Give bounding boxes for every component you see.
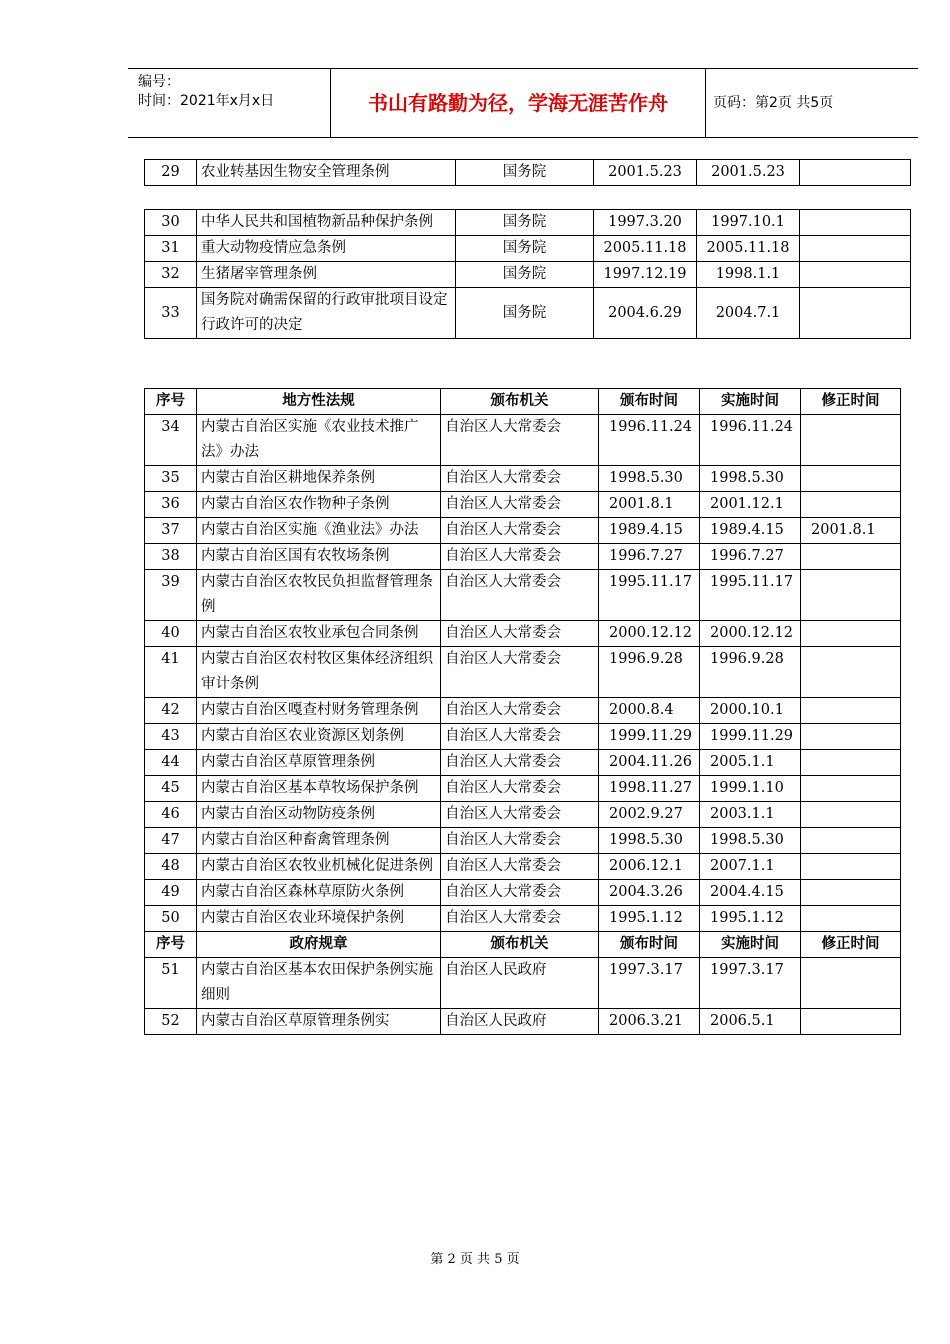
code-label: 编号： (138, 74, 180, 90)
issuing-authority: 自治区人大常委会 (441, 854, 599, 880)
effective-date: 2000.12.12 (700, 621, 801, 647)
issuing-authority: 自治区人大常委会 (441, 492, 599, 518)
law-name: 内蒙古自治区农作物种子条例 (197, 492, 441, 518)
revision-date (801, 698, 901, 724)
effective-date: 2000.10.1 (700, 698, 801, 724)
row-number: 33 (145, 288, 197, 339)
law-name: 生猪屠宰管理条例 (197, 262, 456, 288)
revision-date (800, 236, 911, 262)
row-number: 38 (145, 544, 197, 570)
issuing-authority: 自治区人大常委会 (441, 698, 599, 724)
revision-date (801, 1009, 901, 1035)
law-name: 中华人民共和国植物新品种保护条例 (197, 210, 456, 236)
law-name: 内蒙古自治区耕地保养条例 (197, 466, 441, 492)
table-row (145, 518, 901, 544)
row-number: 31 (145, 236, 197, 262)
time-label: 时间：2021年x月x日 (138, 93, 275, 109)
publish-date: 2000.12.12 (599, 621, 700, 647)
law-name: 内蒙古自治区农业环境保护条例 (197, 906, 441, 932)
issuing-authority: 国务院 (456, 236, 594, 262)
law-name: 内蒙古自治区动物防疫条例 (197, 802, 441, 828)
table-body (145, 389, 901, 1035)
revision-date (801, 958, 901, 1009)
revision-date (801, 802, 901, 828)
publish-date: 2004.3.26 (599, 880, 700, 906)
publish-date: 1996.9.28 (599, 647, 700, 698)
table-row (145, 880, 901, 906)
page-info: 页码：第2页 共5页 (713, 95, 834, 111)
row-number: 35 (145, 466, 197, 492)
effective-date: 1989.4.15 (700, 518, 801, 544)
effective-date: 2006.5.1 (700, 1009, 801, 1035)
revision-date (801, 906, 901, 932)
revision-date (801, 880, 901, 906)
revision-date (801, 854, 901, 880)
law-name: 内蒙古自治区草原管理条例 (197, 750, 441, 776)
issuing-authority: 自治区人大常委会 (441, 570, 599, 621)
revision-date (801, 544, 901, 570)
row-number: 41 (145, 647, 197, 698)
law-name: 内蒙古自治区实施《渔业法》办法 (197, 518, 441, 544)
page-footer: 第 2 页 共 5 页 (430, 1252, 520, 1267)
row-number: 49 (145, 880, 197, 906)
table-row (145, 621, 901, 647)
effective-date: 2001.12.1 (700, 492, 801, 518)
row-number: 30 (145, 210, 197, 236)
header-divider (705, 69, 706, 137)
column-header: 修正时间 (801, 389, 901, 415)
revision-date (800, 288, 911, 339)
state-council-table (144, 209, 911, 339)
table-row (145, 236, 911, 262)
row-number: 32 (145, 262, 197, 288)
effective-date: 2003.1.1 (700, 802, 801, 828)
column-header: 实施时间 (700, 389, 801, 415)
effective-date: 1999.1.10 (700, 776, 801, 802)
revision-date (801, 750, 901, 776)
issuing-authority: 自治区人大常委会 (441, 466, 599, 492)
effective-date: 2004.7.1 (697, 288, 800, 339)
column-header: 颁布机关 (441, 389, 599, 415)
issuing-authority: 自治区人大常委会 (441, 621, 599, 647)
table-body (145, 210, 911, 339)
law-name: 内蒙古自治区基本草牧场保护条例 (197, 776, 441, 802)
column-header: 序号 (145, 389, 197, 415)
revision-date (801, 647, 901, 698)
publish-date: 2006.3.21 (599, 1009, 700, 1035)
publish-date: 2004.11.26 (599, 750, 700, 776)
law-name: 内蒙古自治区农牧业承包合同条例 (197, 621, 441, 647)
local-regulation-table (144, 388, 901, 1035)
page-header (128, 68, 918, 138)
table-row (145, 210, 911, 236)
publish-date: 1997.12.19 (594, 262, 697, 288)
effective-date: 1998.5.30 (700, 466, 801, 492)
publish-date: 2001.5.23 (594, 160, 697, 186)
table-row (145, 466, 901, 492)
publish-date: 2002.9.27 (599, 802, 700, 828)
law-name: 内蒙古自治区种畜禽管理条例 (197, 828, 441, 854)
table-header-row (145, 932, 901, 958)
header-motto: 书山有路勤为径，学海无涯苦作舟 (368, 91, 668, 115)
row-number: 45 (145, 776, 197, 802)
row-number: 39 (145, 570, 197, 621)
issuing-authority: 自治区人大常委会 (441, 647, 599, 698)
table-row (145, 724, 901, 750)
law-name: 内蒙古自治区农牧民负担监督管理条例 (197, 570, 441, 621)
row-number: 36 (145, 492, 197, 518)
row-number: 42 (145, 698, 197, 724)
table-row (145, 570, 901, 621)
table-row (145, 828, 901, 854)
table-row (145, 802, 901, 828)
column-header: 颁布时间 (599, 932, 700, 958)
row-number: 29 (145, 160, 197, 186)
publish-date: 2006.12.1 (599, 854, 700, 880)
effective-date: 2004.4.15 (700, 880, 801, 906)
effective-date: 2007.1.1 (700, 854, 801, 880)
law-table-continued (144, 159, 911, 186)
column-header: 政府规章 (197, 932, 441, 958)
revision-date (801, 415, 901, 466)
publish-date: 2005.11.18 (594, 236, 697, 262)
publish-date: 1996.7.27 (599, 544, 700, 570)
column-header: 颁布时间 (599, 389, 700, 415)
issuing-authority: 自治区人大常委会 (441, 776, 599, 802)
law-name: 农业转基因生物安全管理条例 (197, 160, 456, 186)
table-header-row (145, 389, 901, 415)
table-row (145, 776, 901, 802)
publish-date: 1989.4.15 (599, 518, 700, 544)
revision-date (800, 210, 911, 236)
table-row (145, 288, 911, 339)
publish-date: 1997.3.20 (594, 210, 697, 236)
row-number: 46 (145, 802, 197, 828)
law-name: 重大动物疫情应急条例 (197, 236, 456, 262)
table-row (145, 750, 901, 776)
law-name: 内蒙古自治区嘎查村财务管理条例 (197, 698, 441, 724)
law-name: 内蒙古自治区农牧业机械化促进条例 (197, 854, 441, 880)
law-name: 内蒙古自治区实施《农业技术推广法》办法 (197, 415, 441, 466)
table-row (145, 854, 901, 880)
issuing-authority: 自治区人大常委会 (441, 880, 599, 906)
table-row (145, 492, 901, 518)
revision-date (801, 466, 901, 492)
table-row (145, 1009, 901, 1035)
publish-date: 2000.8.4 (599, 698, 700, 724)
table-row (145, 698, 901, 724)
issuing-authority: 国务院 (456, 210, 594, 236)
publish-date: 2004.6.29 (594, 288, 697, 339)
table-row (145, 544, 901, 570)
effective-date: 1998.5.30 (700, 828, 801, 854)
table-row (145, 647, 901, 698)
law-name: 内蒙古自治区森林草原防火条例 (197, 880, 441, 906)
issuing-authority: 自治区人大常委会 (441, 828, 599, 854)
effective-date: 1996.9.28 (700, 647, 801, 698)
issuing-authority: 国务院 (456, 160, 594, 186)
column-header: 地方性法规 (197, 389, 441, 415)
effective-date: 1997.10.1 (697, 210, 800, 236)
issuing-authority: 自治区人大常委会 (441, 906, 599, 932)
table-row (145, 262, 911, 288)
column-header: 修正时间 (801, 932, 901, 958)
issuing-authority: 自治区人大常委会 (441, 802, 599, 828)
publish-date: 1995.11.17 (599, 570, 700, 621)
law-name: 内蒙古自治区国有农牧场条例 (197, 544, 441, 570)
issuing-authority: 自治区人大常委会 (441, 544, 599, 570)
revision-date (801, 621, 901, 647)
law-name: 内蒙古自治区基本农田保护条例实施细则 (197, 958, 441, 1009)
row-number: 51 (145, 958, 197, 1009)
publish-date: 1996.11.24 (599, 415, 700, 466)
publish-date: 1998.5.30 (599, 828, 700, 854)
revision-date (801, 724, 901, 750)
row-number: 44 (145, 750, 197, 776)
publish-date: 1998.5.30 (599, 466, 700, 492)
row-number: 43 (145, 724, 197, 750)
revision-date (801, 828, 901, 854)
row-number: 40 (145, 621, 197, 647)
effective-date: 2005.11.18 (697, 236, 800, 262)
revision-date (800, 160, 911, 186)
revision-date (800, 262, 911, 288)
column-header: 颁布机关 (441, 932, 599, 958)
revision-date (801, 570, 901, 621)
publish-date: 2001.8.1 (599, 492, 700, 518)
effective-date: 1995.1.12 (700, 906, 801, 932)
publish-date: 1995.1.12 (599, 906, 700, 932)
revision-date: 2001.8.1 (801, 518, 901, 544)
publish-date: 1999.11.29 (599, 724, 700, 750)
effective-date: 1997.3.17 (700, 958, 801, 1009)
issuing-authority: 自治区人民政府 (441, 958, 599, 1009)
revision-date (801, 492, 901, 518)
header-meta (138, 73, 274, 111)
row-number: 50 (145, 906, 197, 932)
effective-date: 1999.11.29 (700, 724, 801, 750)
column-header: 实施时间 (700, 932, 801, 958)
issuing-authority: 自治区人大常委会 (441, 415, 599, 466)
row-number: 37 (145, 518, 197, 544)
publish-date: 1998.11.27 (599, 776, 700, 802)
effective-date: 1996.7.27 (700, 544, 801, 570)
row-number: 52 (145, 1009, 197, 1035)
revision-date (801, 776, 901, 802)
column-header: 序号 (145, 932, 197, 958)
issuing-authority: 国务院 (456, 262, 594, 288)
table-row (145, 415, 901, 466)
effective-date: 1996.11.24 (700, 415, 801, 466)
effective-date: 1995.11.17 (700, 570, 801, 621)
row-number: 34 (145, 415, 197, 466)
table-row (145, 160, 911, 186)
row-number: 48 (145, 854, 197, 880)
effective-date: 1998.1.1 (697, 262, 800, 288)
law-name: 内蒙古自治区农村牧区集体经济组织审计条例 (197, 647, 441, 698)
issuing-authority: 国务院 (456, 288, 594, 339)
table-row (145, 958, 901, 1009)
issuing-authority: 自治区人大常委会 (441, 750, 599, 776)
table-body (145, 160, 911, 186)
law-name: 内蒙古自治区农业资源区划条例 (197, 724, 441, 750)
issuing-authority: 自治区人民政府 (441, 1009, 599, 1035)
publish-date: 1997.3.17 (599, 958, 700, 1009)
table-row (145, 906, 901, 932)
effective-date: 2005.1.1 (700, 750, 801, 776)
effective-date: 2001.5.23 (697, 160, 800, 186)
law-name: 内蒙古自治区草原管理条例实 (197, 1009, 441, 1035)
issuing-authority: 自治区人大常委会 (441, 518, 599, 544)
law-name: 国务院对确需保留的行政审批项目设定行政许可的决定 (197, 288, 456, 339)
row-number: 47 (145, 828, 197, 854)
issuing-authority: 自治区人大常委会 (441, 724, 599, 750)
